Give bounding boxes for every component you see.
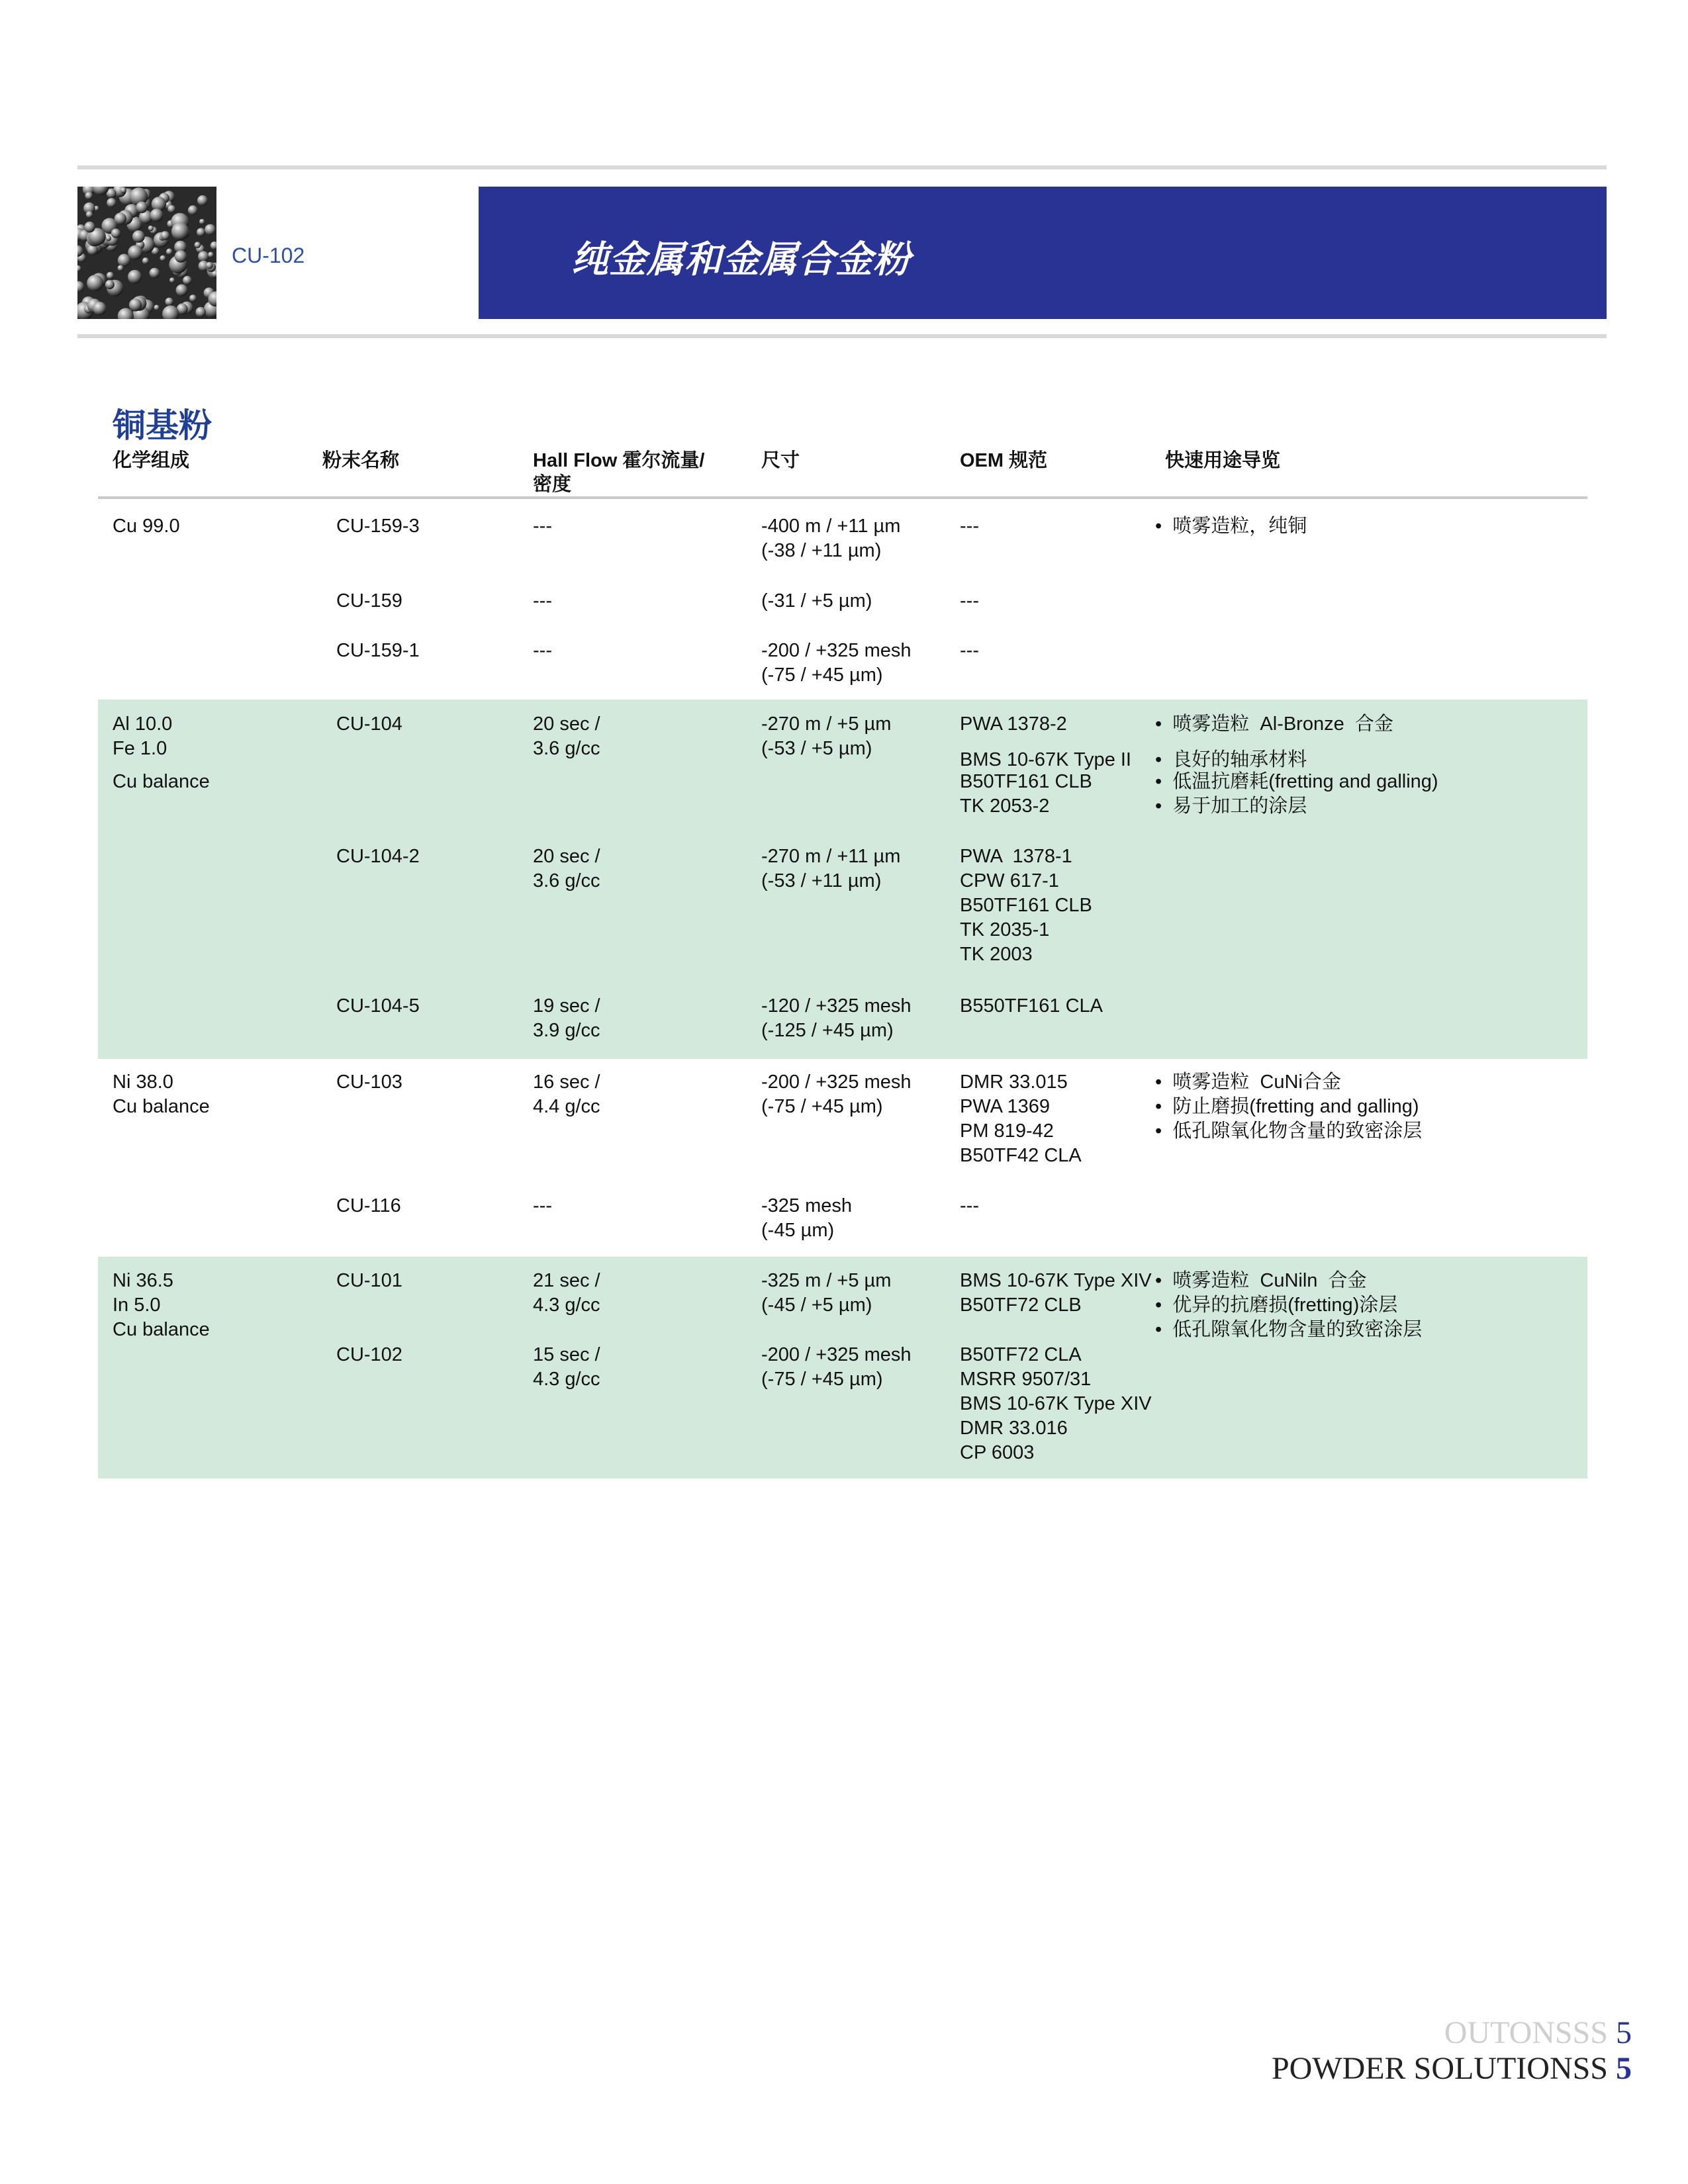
composition-line: Ni 38.0 bbox=[113, 1071, 173, 1093]
powder-particle bbox=[150, 208, 164, 222]
oem-spec: MSRR 9507/31 bbox=[960, 1369, 1092, 1390]
size-line: -325 mesh bbox=[761, 1195, 853, 1216]
powder-name: CU-104 bbox=[336, 713, 402, 735]
usage-text: 低孔隙氧化物含量的致密涂层 bbox=[1172, 1120, 1423, 1142]
footer-line-1 bbox=[1272, 2015, 1632, 2051]
size-line: -200 / +325 mesh bbox=[761, 640, 912, 661]
oem-spec: PWA 1369 bbox=[960, 1096, 1050, 1117]
composition-line: Cu 99.0 bbox=[113, 516, 180, 537]
powder-particle bbox=[195, 307, 206, 318]
powder-particle bbox=[120, 187, 126, 193]
hall-flow: 3.9 g/cc bbox=[533, 1020, 600, 1041]
powder-particle bbox=[189, 295, 197, 302]
powder-particle bbox=[171, 222, 189, 240]
oem-spec: B50TF161 CLB bbox=[960, 771, 1092, 792]
powder-particle bbox=[129, 298, 142, 311]
powder-particle bbox=[160, 255, 166, 261]
powder-particle bbox=[208, 252, 214, 258]
usage-text: 喷雾造粒 CuNi合金 bbox=[1172, 1071, 1341, 1093]
powder-particle bbox=[115, 212, 126, 224]
powder-particle bbox=[105, 280, 115, 289]
header-powder-name: 粉末名称 bbox=[322, 450, 400, 471]
section-title: 铜基粉 bbox=[113, 407, 212, 444]
usage-bullet: • 低孔隙氧化物含量的致密涂层 bbox=[1155, 1319, 1423, 1340]
hall-flow: 3.6 g/cc bbox=[533, 738, 600, 759]
powder-particle bbox=[169, 277, 175, 283]
header-bottom-rule bbox=[77, 334, 1607, 338]
powder-particle bbox=[206, 262, 213, 269]
powder-particle bbox=[176, 285, 188, 296]
oem-spec: B50TF42 CLA bbox=[960, 1145, 1082, 1166]
usage-bullet: • 优异的抗磨损(fretting)涂层 bbox=[1155, 1295, 1398, 1316]
powder-name: CU-116 bbox=[336, 1195, 401, 1216]
powder-particle bbox=[154, 305, 160, 310]
hall-flow: 19 sec / bbox=[533, 995, 600, 1017]
footer-line-2 bbox=[1272, 2051, 1632, 2087]
composition-line: Al 10.0 bbox=[113, 713, 173, 735]
hall-flow: 20 sec / bbox=[533, 846, 600, 867]
powder-name: CU-102 bbox=[336, 1344, 402, 1365]
oem-spec: TK 2053-2 bbox=[960, 796, 1050, 817]
size-line: (-53 / +11 µm) bbox=[761, 870, 882, 891]
powder-particle bbox=[118, 265, 124, 271]
composition-line: In 5.0 bbox=[113, 1295, 161, 1316]
usage-bullet: • 喷雾造粒 Al-Bronze 合金 bbox=[1155, 713, 1393, 735]
usage-text: 良好的轴承材料 bbox=[1172, 749, 1307, 770]
banner-title: 纯金属和金属合金粉 bbox=[571, 238, 911, 280]
oem-spec: BMS 10-67K Type II bbox=[960, 749, 1131, 770]
powder-particle bbox=[148, 226, 154, 231]
size-line: (-75 / +45 µm) bbox=[761, 1096, 883, 1117]
oem-spec: --- bbox=[960, 1195, 979, 1216]
product-code-label: CU-102 bbox=[232, 244, 305, 267]
powder-particle bbox=[111, 228, 120, 238]
header-oem: OEM 规范 bbox=[960, 450, 1048, 471]
hall-flow: 4.4 g/cc bbox=[533, 1096, 600, 1117]
header-density: 密度 bbox=[533, 474, 572, 495]
table-header bbox=[99, 445, 1589, 495]
size-line: -200 / +325 mesh bbox=[761, 1344, 912, 1365]
powder-particle bbox=[197, 228, 205, 236]
usage-text: 防止磨损(fretting and galling) bbox=[1172, 1096, 1419, 1117]
oem-spec: PWA 1378-2 bbox=[960, 713, 1067, 735]
powder-particle bbox=[106, 236, 112, 242]
composition-line: Cu balance bbox=[113, 1319, 210, 1340]
hall-flow: 4.3 g/cc bbox=[533, 1369, 600, 1390]
powder-name: CU-159-3 bbox=[336, 516, 420, 537]
header-divider bbox=[98, 496, 1587, 499]
powder-particle bbox=[128, 270, 142, 284]
usage-text: 优异的抗磨损(fretting)涂层 bbox=[1172, 1295, 1398, 1316]
size-line: (-75 / +45 µm) bbox=[761, 1369, 883, 1390]
hall-flow: 21 sec / bbox=[533, 1270, 600, 1291]
oem-spec: --- bbox=[960, 640, 979, 661]
header-size: 尺寸 bbox=[761, 450, 800, 471]
composition-line: Fe 1.0 bbox=[113, 738, 167, 759]
page-footer bbox=[1272, 2015, 1632, 2087]
powder-particle bbox=[93, 302, 106, 315]
powder-particle bbox=[87, 275, 103, 291]
hall-flow: --- bbox=[533, 590, 552, 612]
powder-particle bbox=[128, 246, 142, 260]
size-line: -120 / +325 mesh bbox=[761, 995, 912, 1017]
oem-spec: DMR 33.015 bbox=[960, 1071, 1068, 1093]
size-line: (-45 µm) bbox=[761, 1220, 835, 1241]
powder-particle bbox=[142, 257, 149, 264]
powder-micrograph-image bbox=[77, 187, 216, 319]
powder-particle bbox=[107, 198, 117, 208]
powder-particle bbox=[166, 248, 173, 255]
usage-bullet: • 防止磨损(fretting and galling) bbox=[1155, 1096, 1419, 1117]
powder-particle bbox=[188, 205, 198, 215]
powder-particle bbox=[85, 192, 93, 200]
oem-spec: TK 2035-1 bbox=[960, 919, 1050, 940]
powder-particle bbox=[205, 224, 216, 236]
powder-particle bbox=[183, 276, 192, 285]
powder-particle bbox=[86, 211, 93, 218]
page-number: 5 bbox=[1616, 2051, 1632, 2086]
usage-text: 易于加工的涂层 bbox=[1172, 796, 1307, 817]
composition-line: Cu balance bbox=[113, 1096, 210, 1117]
oem-spec: B50TF161 CLB bbox=[960, 895, 1092, 916]
header-usage: 快速用途导览 bbox=[1165, 450, 1281, 471]
group-divider bbox=[98, 1059, 1587, 1061]
usage-text: 低温抗磨耗(fretting and galling) bbox=[1172, 771, 1438, 792]
size-line: -270 m / +5 µm bbox=[761, 713, 892, 735]
powder-particle bbox=[84, 222, 95, 233]
hall-flow: --- bbox=[533, 516, 552, 537]
powder-particle bbox=[198, 251, 209, 261]
powder-particle bbox=[167, 205, 175, 213]
oem-spec: B550TF161 CLA bbox=[960, 995, 1103, 1017]
usage-text: 喷雾造粒，纯铜 bbox=[1172, 516, 1307, 537]
oem-spec: BMS 10-67K Type XIV bbox=[960, 1393, 1152, 1414]
oem-spec: CPW 617-1 bbox=[960, 870, 1059, 891]
usage-text: 喷雾造粒 CuNiln 合金 bbox=[1172, 1270, 1367, 1291]
footer-line-1-number: 5 bbox=[1616, 2015, 1632, 2050]
size-line: (-31 / +5 µm) bbox=[761, 590, 872, 612]
powder-name: CU-103 bbox=[336, 1071, 402, 1093]
hall-flow: --- bbox=[533, 640, 552, 661]
size-line: -200 / +325 mesh bbox=[761, 1071, 912, 1093]
oem-spec: TK 2003 bbox=[960, 944, 1033, 965]
title-banner bbox=[479, 187, 1607, 319]
composition-line: Ni 36.5 bbox=[113, 1270, 173, 1291]
composition-line: Cu balance bbox=[113, 771, 210, 792]
powder-particle bbox=[150, 268, 160, 279]
hall-flow: 16 sec / bbox=[533, 1071, 600, 1093]
usage-bullet: • 喷雾造粒，纯铜 bbox=[1155, 516, 1307, 537]
powder-particle bbox=[132, 230, 145, 243]
header-hall-flow: Hall Flow 霍尔流量/ bbox=[533, 450, 705, 471]
usage-bullet: • 良好的轴承材料 bbox=[1155, 749, 1307, 770]
powder-name: CU-104-2 bbox=[336, 846, 420, 867]
usage-text: 喷雾造粒 Al-Bronze 合金 bbox=[1172, 713, 1393, 735]
size-line: (-45 / +5 µm) bbox=[761, 1295, 872, 1316]
oem-spec: DMR 33.016 bbox=[960, 1418, 1068, 1439]
size-line: -325 m / +5 µm bbox=[761, 1270, 892, 1291]
usage-bullet: • 易于加工的涂层 bbox=[1155, 796, 1307, 817]
oem-spec: PM 819-42 bbox=[960, 1120, 1054, 1142]
usage-bullet: • 低孔隙氧化物含量的致密涂层 bbox=[1155, 1120, 1423, 1142]
size-line: -400 m / +11 µm bbox=[761, 516, 901, 537]
powder-name: CU-159-1 bbox=[336, 640, 420, 661]
size-line: (-53 / +5 µm) bbox=[761, 738, 872, 759]
oem-spec: CP 6003 bbox=[960, 1442, 1035, 1463]
oem-spec: B50TF72 CLA bbox=[960, 1344, 1082, 1365]
usage-bullet: • 喷雾造粒 CuNi合金 bbox=[1155, 1071, 1341, 1093]
powder-particle bbox=[165, 298, 173, 306]
hall-flow: 15 sec / bbox=[533, 1344, 600, 1365]
header-composition: 化学组成 bbox=[113, 450, 190, 471]
footer-line-2-text: OWDER SOLUTIONSS bbox=[1289, 2051, 1608, 2086]
oem-spec: PWA 1378-1 bbox=[960, 846, 1072, 867]
powder-particle bbox=[175, 250, 187, 263]
oem-spec: B50TF72 CLB bbox=[960, 1295, 1082, 1316]
hall-flow: 3.6 g/cc bbox=[533, 870, 600, 891]
oem-spec: --- bbox=[960, 590, 979, 612]
powder-name: CU-104-5 bbox=[336, 995, 420, 1017]
powder-particle bbox=[118, 254, 130, 267]
top-rule bbox=[77, 165, 1607, 169]
size-line: (-38 / +11 µm) bbox=[761, 540, 882, 561]
usage-bullet: • 低温抗磨耗(fretting and galling) bbox=[1155, 771, 1438, 792]
usage-text: 低孔隙氧化物含量的致密涂层 bbox=[1172, 1319, 1423, 1340]
powder-particle bbox=[160, 231, 169, 240]
powder-particle bbox=[195, 242, 201, 248]
powder-particle bbox=[197, 195, 208, 206]
hall-flow: 4.3 g/cc bbox=[533, 1295, 600, 1316]
size-line: (-125 / +45 µm) bbox=[761, 1020, 894, 1041]
oem-spec: BMS 10-67K Type XIV bbox=[960, 1270, 1152, 1291]
footer-line-1-text: OUTONSSS bbox=[1444, 2015, 1608, 2050]
powder-particle bbox=[136, 202, 148, 214]
hall-flow: --- bbox=[533, 1195, 552, 1216]
size-line: -270 m / +11 µm bbox=[761, 846, 901, 867]
hall-flow: 20 sec / bbox=[533, 713, 600, 735]
powder-name: CU-159 bbox=[336, 590, 402, 612]
powder-name: CU-101 bbox=[336, 1270, 402, 1291]
size-line: (-75 / +45 µm) bbox=[761, 664, 883, 686]
footer-line-2-initial: P bbox=[1271, 2051, 1289, 2086]
powder-particle bbox=[107, 272, 114, 279]
powder-particle bbox=[199, 219, 205, 224]
oem-spec: --- bbox=[960, 516, 979, 537]
usage-bullet: • 喷雾造粒 CuNiln 合金 bbox=[1155, 1270, 1367, 1291]
